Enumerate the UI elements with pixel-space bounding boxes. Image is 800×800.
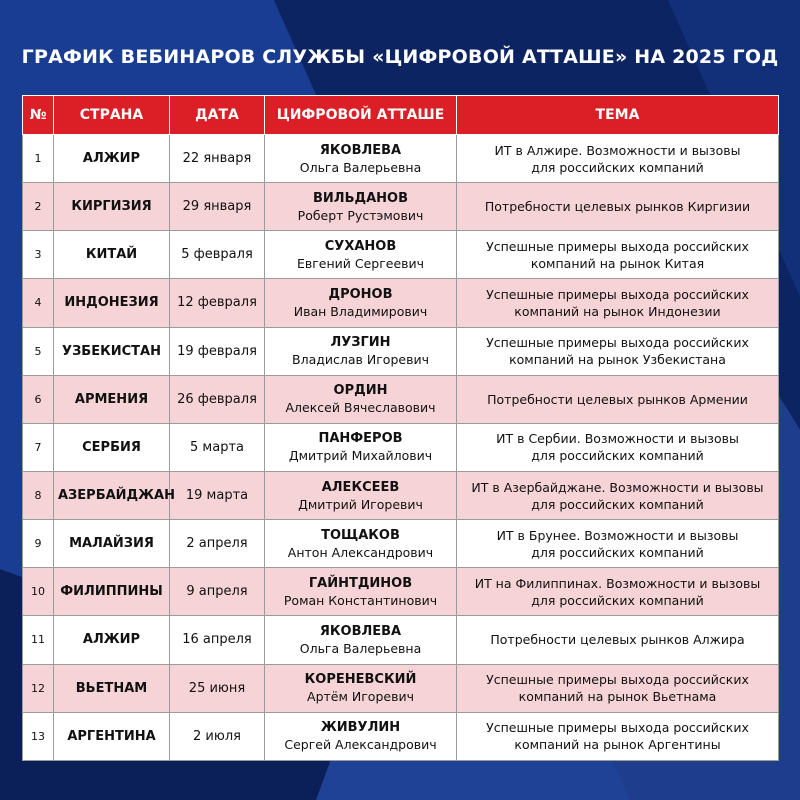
date-cell: 25 июня (170, 664, 265, 712)
attache-name: Роман Константинович (283, 592, 438, 608)
topic-line: компаний на рынок Китая (530, 255, 705, 271)
topic-line: для российских компаний (531, 159, 704, 175)
date-cell: 2 июля (170, 712, 265, 760)
country-cell: ФИЛИППИНЫ (54, 568, 170, 616)
attache-name: Владислав Игоревич (292, 352, 429, 368)
attache-cell (265, 279, 457, 327)
header-number: № (23, 96, 54, 135)
attache-name: Иван Владимирович (293, 303, 428, 319)
header-topic: ТЕМА (457, 96, 779, 135)
date-cell: 12 февраля (170, 279, 265, 327)
row-number: 10 (23, 568, 54, 616)
topic-line: ИТ в Брунее. Возможности и вызовы (496, 527, 739, 543)
attache-surname: ГАЙНТДИНОВ (308, 575, 413, 591)
country-cell: АЛЖИР (54, 135, 170, 183)
country-cell: КИРГИЗИЯ (54, 183, 170, 231)
attache-cell (265, 520, 457, 568)
date-cell: 5 марта (170, 423, 265, 471)
topic-cell (457, 712, 779, 760)
page-title: ГРАФИК ВЕБИНАРОВ СЛУЖБЫ «ЦИФРОВОЙ АТТАШЕ» НА 2025 ГОД (21, 46, 779, 68)
table-row (23, 375, 779, 423)
row-number: 9 (23, 520, 54, 568)
attache-surname: ОРДИН (333, 383, 388, 399)
topic-line: для российских компаний (531, 592, 704, 608)
attache-cell (265, 375, 457, 423)
topic-cell (457, 423, 779, 471)
date-cell: 22 января (170, 135, 265, 183)
attache-name: Дмитрий Игоревич (298, 496, 423, 512)
topic-line: Успешные примеры выхода российских (486, 672, 749, 688)
attache-surname: СУХАНОВ (324, 238, 397, 254)
topic-line: для российских компаний (531, 544, 704, 560)
attache-cell (265, 327, 457, 375)
country-cell: АРГЕНТИНА (54, 712, 170, 760)
attache-cell (265, 471, 457, 519)
country-cell: СЕРБИЯ (54, 423, 170, 471)
attache-surname: ВИЛЬДАНОВ (313, 190, 408, 206)
topic-line: Потребности целевых рынков Алжира (490, 632, 745, 648)
row-number: 3 (23, 231, 54, 279)
country-cell: УЗБЕКИСТАН (54, 327, 170, 375)
attache-cell (265, 183, 457, 231)
topic-cell (457, 664, 779, 712)
table-row (23, 616, 779, 664)
topic-cell (457, 183, 779, 231)
topic-cell (457, 568, 779, 616)
table-row (23, 664, 779, 712)
topic-cell (457, 135, 779, 183)
country-cell: ВЬЕТНАМ (54, 664, 170, 712)
attache-surname: ЖИВУЛИН (320, 720, 401, 736)
country-cell: АРМЕНИЯ (54, 375, 170, 423)
attache-cell (265, 423, 457, 471)
attache-surname: ПАНФЕРОВ (318, 431, 403, 447)
topic-cell (457, 520, 779, 568)
attache-surname: ДРОНОВ (328, 286, 393, 302)
date-cell: 26 февраля (170, 375, 265, 423)
country-cell: АЛЖИР (54, 616, 170, 664)
attache-cell (265, 568, 457, 616)
attache-name: Роберт Рустэмович (297, 207, 424, 223)
attache-surname: АЛЕКСЕЕВ (321, 479, 400, 495)
topic-line: компаний на рынок Узбекистана (509, 352, 726, 368)
table-header-row (23, 96, 779, 135)
topic-line: ИТ на Филиппинах. Возможности и вызовы (474, 575, 761, 591)
row-number: 12 (23, 664, 54, 712)
table-row (23, 231, 779, 279)
row-number: 7 (23, 423, 54, 471)
topic-line: ИТ в Азербайджане. Возможности и вызовы (471, 479, 764, 495)
date-cell: 16 апреля (170, 616, 265, 664)
topic-cell (457, 471, 779, 519)
topic-cell (457, 279, 779, 327)
webinar-schedule-table (22, 95, 779, 761)
attache-name: Евгений Сергеевич (296, 255, 425, 271)
attache-name: Сергей Александрович (284, 737, 437, 753)
row-number: 8 (23, 471, 54, 519)
row-number: 2 (23, 183, 54, 231)
attache-surname: ЯКОВЛЕВА (319, 142, 402, 158)
topic-line: для российских компаний (531, 496, 704, 512)
topic-line: Успешные примеры выхода российских (486, 720, 749, 736)
date-cell: 9 апреля (170, 568, 265, 616)
date-cell: 19 февраля (170, 327, 265, 375)
topic-line: Потребности целевых рынков Киргизии (484, 199, 751, 215)
topic-line: Успешные примеры выхода российских (486, 286, 749, 302)
attache-name: Ольга Валерьевна (299, 640, 422, 656)
topic-line: Потребности целевых рынков Армении (487, 391, 748, 407)
attache-name: Дмитрий Михайлович (288, 448, 433, 464)
topic-cell (457, 375, 779, 423)
attache-surname: КОРЕНЕВСКИЙ (304, 672, 417, 688)
topic-line: ИТ в Алжире. Возможности и вызовы (494, 142, 741, 158)
attache-name: Ольга Валерьевна (299, 159, 422, 175)
country-cell: МАЛАЙЗИЯ (54, 520, 170, 568)
row-number: 13 (23, 712, 54, 760)
table-row (23, 712, 779, 760)
attache-cell (265, 616, 457, 664)
topic-cell (457, 327, 779, 375)
attache-surname: ЯКОВЛЕВА (319, 623, 402, 639)
date-cell: 5 февраля (170, 231, 265, 279)
table-row (23, 279, 779, 327)
table-row (23, 423, 779, 471)
table-row (23, 183, 779, 231)
topic-line: компаний на рынок Индонезии (514, 303, 721, 319)
topic-line: ИТ в Сербии. Возможности и вызовы (496, 431, 739, 447)
topic-line: для российских компаний (531, 448, 704, 464)
country-cell: АЗЕРБАЙДЖАН (54, 471, 170, 519)
table-row (23, 135, 779, 183)
table-row (23, 568, 779, 616)
table-row (23, 327, 779, 375)
row-number: 1 (23, 135, 54, 183)
attache-name: Артём Игоревич (307, 689, 414, 705)
country-cell: КИТАЙ (54, 231, 170, 279)
date-cell: 19 марта (170, 471, 265, 519)
attache-name: Антон Александрович (287, 544, 434, 560)
attache-surname: ЛУЗГИН (330, 335, 391, 351)
header-date: ДАТА (170, 96, 265, 135)
header-country: СТРАНА (54, 96, 170, 135)
row-number: 5 (23, 327, 54, 375)
row-number: 6 (23, 375, 54, 423)
table-row (23, 471, 779, 519)
attache-cell (265, 135, 457, 183)
attache-name: Алексей Вячеславович (285, 400, 436, 416)
topic-line: компаний на рынок Аргентины (514, 737, 721, 753)
header-attache: ЦИФРОВОЙ АТТАШЕ (265, 96, 457, 135)
topic-line: Успешные примеры выхода российских (486, 335, 749, 351)
topic-cell (457, 616, 779, 664)
topic-line: компаний на рынок Вьетнама (518, 689, 717, 705)
country-cell: ИНДОНЕЗИЯ (54, 279, 170, 327)
table-row (23, 520, 779, 568)
topic-line: Успешные примеры выхода российских (486, 238, 749, 254)
date-cell: 29 января (170, 183, 265, 231)
row-number: 11 (23, 616, 54, 664)
attache-cell (265, 664, 457, 712)
topic-cell (457, 231, 779, 279)
attache-surname: ТОЩАКОВ (321, 527, 400, 543)
date-cell: 2 апреля (170, 520, 265, 568)
attache-cell (265, 231, 457, 279)
row-number: 4 (23, 279, 54, 327)
attache-cell (265, 712, 457, 760)
